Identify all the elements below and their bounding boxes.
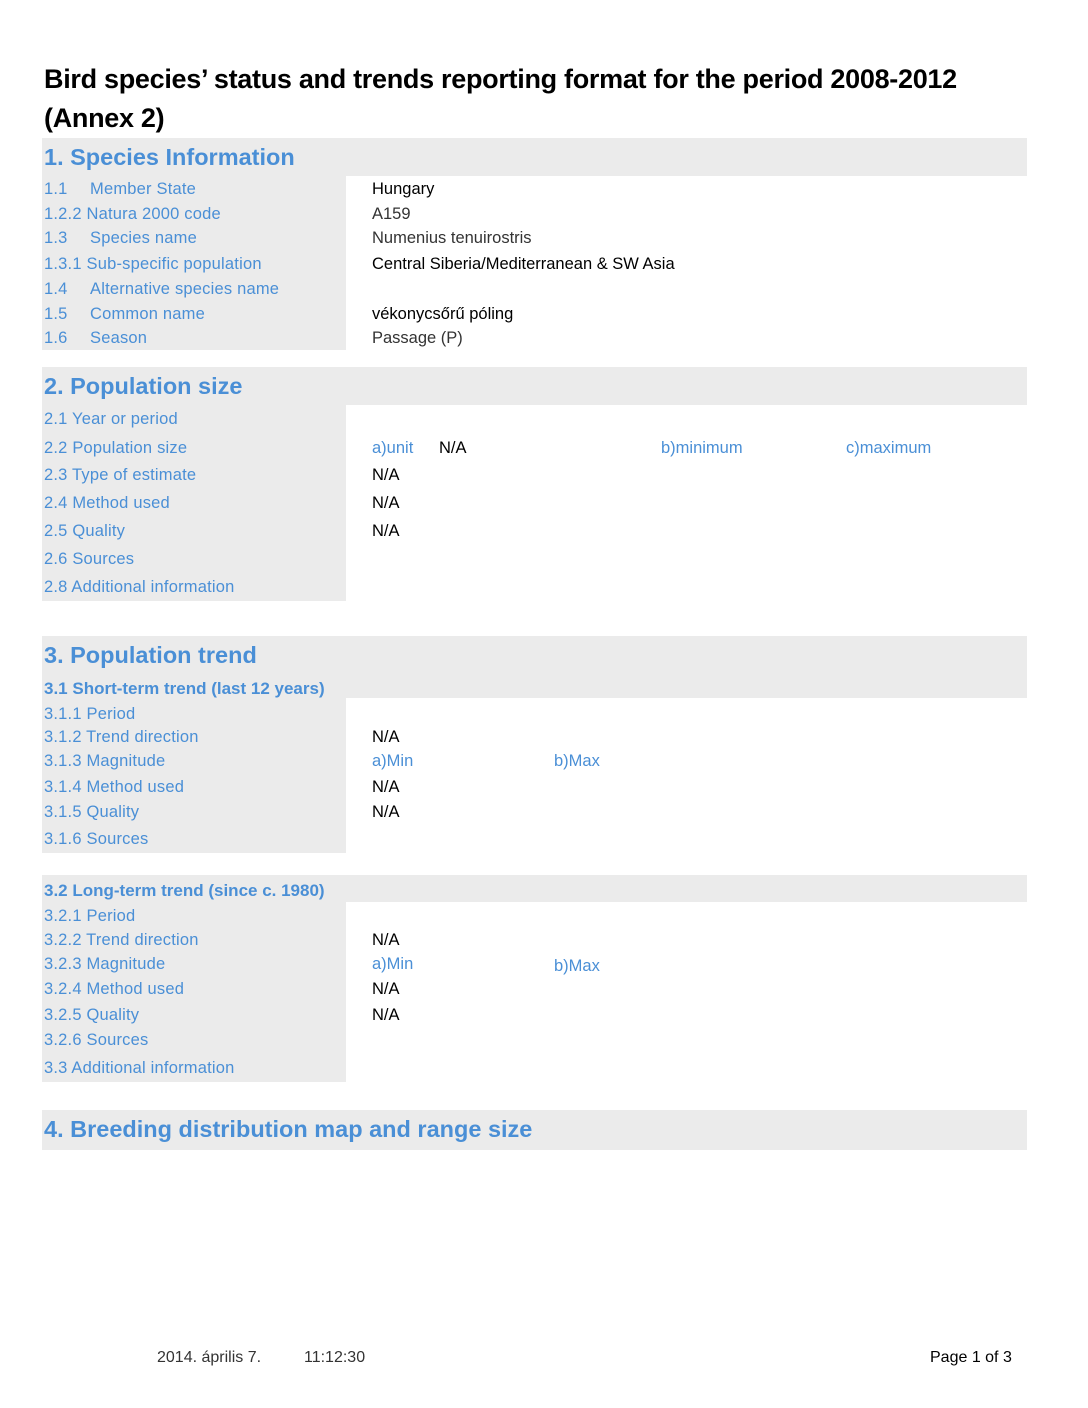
- long-term-min-label: a)Min: [372, 955, 414, 973]
- long-term-trend-direction-value: N/A: [372, 931, 400, 949]
- row-number: 1.3: [44, 229, 68, 247]
- species-info-row-sub-specific-population: [44, 255, 262, 274]
- section-1-title: 1. Species Information: [44, 144, 295, 170]
- long-term-quality-value: N/A: [372, 1006, 400, 1024]
- row-label: Natura 2000 code: [86, 205, 221, 223]
- species-info-row-common-name: [44, 305, 205, 324]
- short-term-row-sources: 3.1.6 Sources: [44, 830, 149, 848]
- species-info-row-member-state: [44, 180, 196, 199]
- short-term-min-label: a)Min: [372, 752, 414, 770]
- section-2-title: 2. Population size: [44, 373, 243, 399]
- type-of-estimate-value: N/A: [372, 466, 400, 484]
- row-label: Species name: [90, 229, 197, 247]
- population-row-method-used: 2.4 Method used: [44, 494, 170, 512]
- population-row-sources: 2.6 Sources: [44, 550, 135, 568]
- species-name-value: Numenius tenuirostris: [372, 229, 532, 247]
- row-label: Member State: [90, 180, 197, 198]
- footer-time: 11:12:30: [304, 1349, 366, 1366]
- short-term-quality-value: N/A: [372, 803, 400, 821]
- short-term-row-trend-direction: 3.1.2 Trend direction: [44, 728, 199, 746]
- short-term-method-used-value: N/A: [372, 778, 400, 796]
- short-term-trend-direction-value: N/A: [372, 728, 400, 746]
- document-title-line-1: Bird species’ status and trends reporting format for the period 2008-2012: [44, 64, 957, 94]
- short-term-trend-title: 3.1 Short-term trend (last 12 years): [44, 679, 325, 698]
- long-term-row-magnitude: 3.2.3 Magnitude: [44, 955, 166, 973]
- row-label: Sub-specific population: [86, 255, 262, 273]
- row-number: 1.2.2: [44, 205, 82, 223]
- short-term-row-method-used: 3.1.4 Method used: [44, 778, 185, 796]
- population-row-additional-information: 2.8 Additional information: [44, 578, 235, 596]
- species-info-row-season: [44, 329, 147, 348]
- population-row-quality: 2.5 Quality: [44, 522, 126, 540]
- footer-page-number: Page 1 of 3: [930, 1349, 1012, 1366]
- population-row-population-size: 2.2 Population size: [44, 439, 188, 457]
- long-term-row-trend-direction: 3.2.2 Trend direction: [44, 931, 199, 949]
- row-number: 1.6: [44, 329, 68, 347]
- short-term-row-quality: 3.1.5 Quality: [44, 803, 140, 821]
- population-minimum-label: b)minimum: [661, 439, 743, 457]
- row-label: Alternative species name: [90, 280, 280, 298]
- short-term-row-magnitude: 3.1.3 Magnitude: [44, 752, 166, 770]
- long-term-row-sources: 3.2.6 Sources: [44, 1031, 149, 1049]
- long-term-method-used-value: N/A: [372, 980, 400, 998]
- row-label: Common name: [90, 305, 205, 323]
- trend-row-additional-information: 3.3 Additional information: [44, 1059, 235, 1077]
- long-term-row-period: 3.2.1 Period: [44, 907, 136, 925]
- population-row-type-of-estimate: 2.3 Type of estimate: [44, 466, 197, 484]
- population-row-year-or-period: 2.1 Year or period: [44, 410, 178, 428]
- common-name-value: vékonycsőrű póling: [372, 305, 514, 323]
- population-maximum-label: c)maximum: [846, 439, 932, 457]
- season-value: Passage (P): [372, 329, 463, 347]
- population-unit-value: N/A: [439, 439, 467, 457]
- document-title: [44, 60, 957, 138]
- natura-code-value: A159: [372, 205, 411, 223]
- population-quality-value: N/A: [372, 522, 400, 540]
- population-method-used-value: N/A: [372, 494, 400, 512]
- row-number: 1.1: [44, 180, 68, 198]
- row-number: 1.5: [44, 305, 68, 323]
- member-state-value: Hungary: [372, 180, 435, 198]
- short-term-row-period: 3.1.1 Period: [44, 705, 136, 723]
- row-number: 1.4: [44, 280, 68, 298]
- row-label: Season: [90, 329, 148, 347]
- section-4-title: 4. Breeding distribution map and range size: [44, 1116, 533, 1142]
- footer-date: 2014. április 7.: [157, 1349, 262, 1366]
- species-info-row-alternative-name: [44, 280, 279, 299]
- section-3-title: 3. Population trend: [44, 642, 257, 668]
- species-info-row-species-name: [44, 229, 197, 248]
- document-title-line-2: (Annex 2): [44, 103, 165, 133]
- row-number: 1.3.1: [44, 255, 82, 273]
- long-term-trend-title: 3.2 Long-term trend (since c. 1980): [44, 881, 325, 900]
- population-unit-label: a)unit: [372, 439, 414, 457]
- long-term-row-method-used: 3.2.4 Method used: [44, 980, 185, 998]
- long-term-max-label: b)Max: [554, 957, 600, 975]
- species-info-row-natura-code: [44, 205, 221, 224]
- sub-specific-population-value: Central Siberia/Mediterranean & SW Asia: [372, 255, 675, 273]
- long-term-row-quality: 3.2.5 Quality: [44, 1006, 140, 1024]
- short-term-max-label: b)Max: [554, 752, 600, 770]
